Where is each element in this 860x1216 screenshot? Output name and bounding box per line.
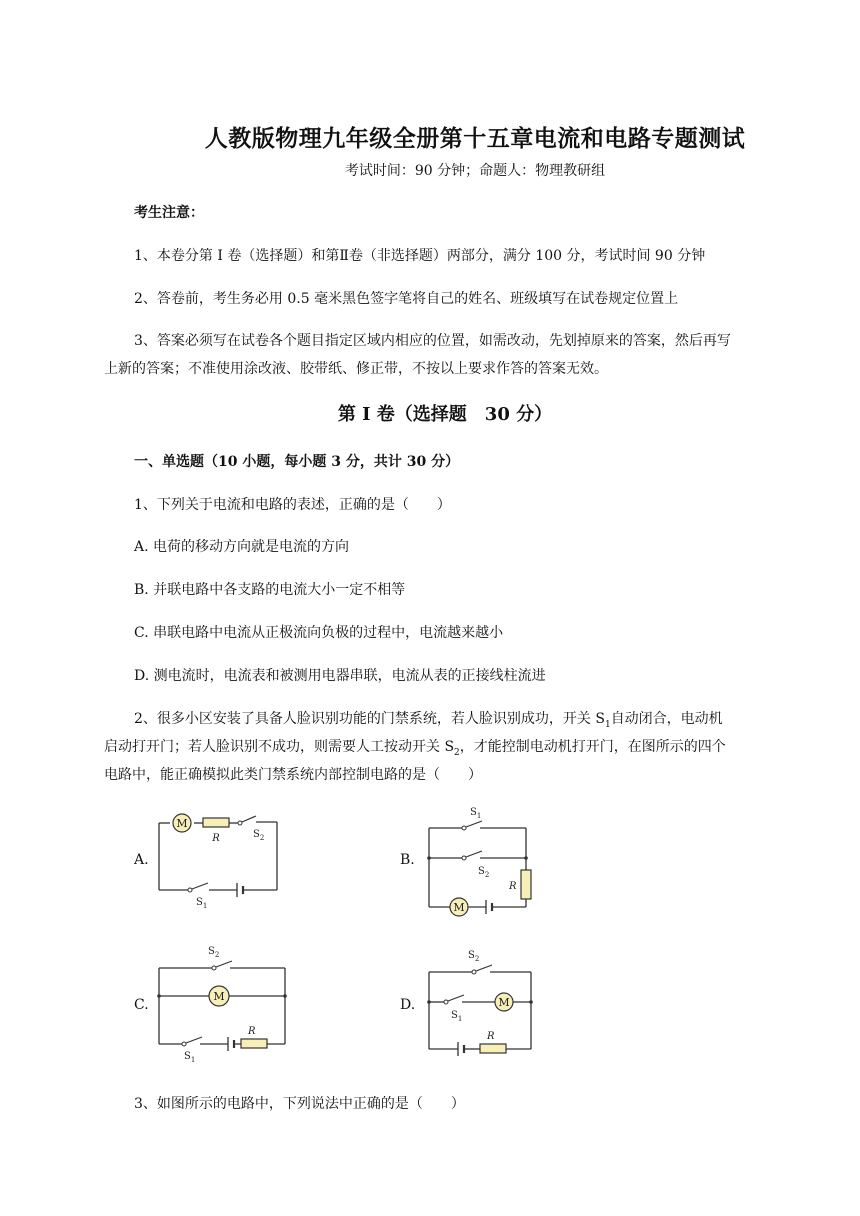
resistor-label: R	[212, 833, 220, 844]
notice-item-1: 1、本卷分第 I 卷（选择题）和第Ⅱ卷（非选择题）两部分，满分 100 分，考试时间 90 分钟	[134, 248, 706, 264]
resistor-label: R	[248, 1026, 256, 1037]
resistor-icon	[241, 1039, 267, 1048]
switch-s1-icon	[444, 995, 464, 1004]
question-2-line-2: 启动打开门；若人脸识别不成功，则需要人工按动开关 $S_2$，才能控制电动机打开门，在图所示的四个	[104, 739, 726, 758]
circuit-diagram-d	[420, 940, 550, 1065]
switch-s2-icon	[238, 816, 256, 825]
question-1-option-c: C. 串联电路中电流从正极流向负极的过程中，电流越来越小	[134, 625, 504, 641]
switch-s2-label: $S_2$	[253, 829, 265, 842]
resistor-icon	[203, 818, 229, 827]
circuit-diagram-c	[150, 940, 300, 1065]
part-title: 一、单选题（10 小题，每小题 3 分，共计 30 分）	[134, 454, 460, 470]
question-1-option-d: D. 测电流时，电流表和被测用电器串联，电流从表的正接线柱流进	[134, 668, 546, 684]
option-a-label: A.	[134, 852, 149, 868]
exam-title: 人教版物理九年级全册第十五章电流和电路专题测试	[204, 125, 746, 152]
question-2-line-1: 2、很多小区安装了具备人脸识别功能的门禁系统，若人脸识别成功，开关 $S_1$自动闭合，电动机	[134, 711, 723, 730]
resistor-label: R	[509, 881, 517, 892]
motor-label: M	[176, 817, 188, 830]
option-d-label: D.	[400, 997, 416, 1013]
exam-subtitle: 考试时间：90 分钟；命题人：物理教研组	[344, 163, 606, 179]
switch-s1-label: $S_1$	[184, 1051, 196, 1064]
battery-icon	[237, 883, 243, 897]
question-2-line-3: 电路中，能正确模拟此类门禁系统内部控制电路的是（ ）	[104, 767, 482, 783]
question-1-option-b: B. 并联电路中各支路的电流大小一定不相等	[134, 582, 406, 598]
switch-s1-icon	[462, 821, 482, 830]
switch-s1-label: $S_1$	[470, 807, 482, 820]
switch-s2-icon	[212, 961, 232, 970]
switch-s2-icon	[462, 851, 482, 860]
circuit-diagram-a	[150, 808, 290, 908]
switch-s2-label: $S_2$	[468, 950, 480, 963]
switch-s1-icon	[182, 1037, 202, 1046]
notice-item-3-line-2: 上新的答案；不准使用涂改液、胶带纸、修正带，不按以上要求作答的答案无效。	[104, 361, 608, 377]
battery-icon	[228, 1037, 234, 1051]
motor-label: M	[498, 996, 510, 1009]
question-1-stem: 1、下列关于电流和电路的表述，正确的是（ ）	[134, 497, 451, 513]
switch-s1-label: $S_1$	[196, 897, 208, 908]
resistor-icon	[521, 870, 531, 899]
switch-s1-icon	[188, 883, 208, 892]
notice-item-2: 2、答卷前，考生务必用 0.5 毫米黑色签字笔将自己的姓名、班级填写在试卷规定位置上	[134, 291, 679, 307]
motor-label: M	[213, 990, 225, 1003]
motor-label: M	[453, 901, 465, 914]
switch-s1-label: $S_1$	[451, 1010, 463, 1023]
question-1-option-a: A. 电荷的移动方向就是电流的方向	[134, 539, 350, 555]
resistor-icon	[480, 1044, 506, 1053]
notice-heading: 考生注意：	[134, 205, 204, 221]
battery-icon	[458, 1042, 464, 1056]
switch-s2-label: $S_2$	[208, 946, 220, 959]
switch-s2-label: $S_2$	[478, 866, 490, 879]
battery-icon	[486, 900, 492, 914]
option-c-label: C.	[134, 997, 149, 1013]
resistor-label: R	[487, 1031, 495, 1042]
question-3-stem: 3、如图所示的电路中，下列说法中正确的是（ ）	[134, 1096, 465, 1112]
section-title: 第 I 卷（选择题 30 分）	[337, 404, 553, 425]
circuit-diagram-b	[420, 800, 540, 920]
option-b-label: B.	[400, 852, 415, 868]
notice-item-3-line-1: 3、答案必须写在试卷各个题目指定区域内相应的位置，如需改动，先划掉原来的答案，然后再写	[134, 333, 731, 349]
switch-s2-icon	[472, 965, 492, 974]
